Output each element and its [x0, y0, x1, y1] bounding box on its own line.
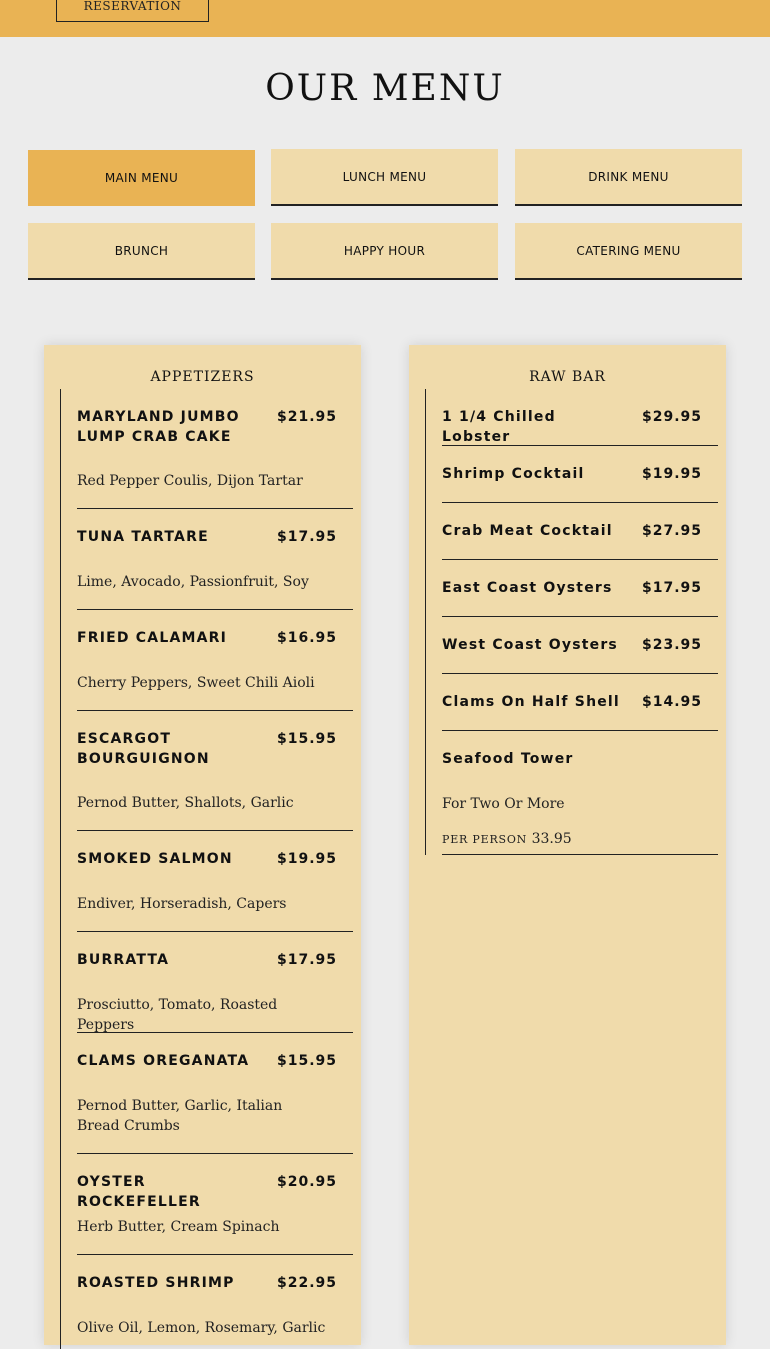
- item-name: East Coast Oysters: [442, 580, 613, 596]
- item-price: $29.95: [641, 409, 702, 425]
- item-name: Seafood Tower: [442, 751, 574, 767]
- item-price: $15.95: [276, 1053, 337, 1069]
- tab-brunch[interactable]: BRUNCH: [28, 223, 255, 280]
- item-price: $14.95: [641, 694, 702, 710]
- menu-item: [77, 628, 353, 711]
- item-price: $21.95: [276, 409, 337, 425]
- item-price: $17.95: [276, 529, 337, 545]
- item-price: $20.95: [276, 1174, 337, 1190]
- item-name: West Coast Oysters: [442, 637, 618, 653]
- item-description: Cherry Peppers, Sweet Chili Aioli: [77, 675, 315, 691]
- item-description: Pernod Butter, Garlic, Italian Bread Crumbs: [77, 1098, 283, 1134]
- item-name: Shrimp Cocktail: [442, 466, 585, 482]
- menu-item: [77, 407, 353, 509]
- item-price: $17.95: [641, 580, 702, 596]
- menu-item: [442, 521, 718, 560]
- item-description: Pernod Butter, Shallots, Garlic: [77, 795, 294, 811]
- menu-item: [77, 527, 353, 610]
- item-name: TUNA TARTARE: [77, 529, 209, 545]
- tab-happy-hour[interactable]: HAPPY HOUR: [271, 223, 498, 280]
- item-name: Clams On Half Shell: [442, 694, 620, 710]
- per-person-label: PER PERSON: [442, 833, 528, 846]
- item-description: Endiver, Horseradish, Capers: [77, 896, 287, 912]
- item-price: $22.95: [276, 1275, 337, 1291]
- menu-item: [77, 729, 353, 831]
- menu-item: [77, 1273, 353, 1336]
- appetizers-divider-line: [60, 389, 61, 1349]
- menu-item: [77, 1051, 353, 1154]
- menu-item: [442, 407, 718, 446]
- item-name: SMOKED SALMON: [77, 851, 233, 867]
- item-description: For Two Or More: [442, 796, 565, 812]
- menu-item: [442, 692, 718, 731]
- per-person-price: [442, 831, 572, 847]
- item-description: Lime, Avocado, Passionfruit, Soy: [77, 574, 309, 590]
- menu-item: [442, 635, 718, 674]
- item-name: FRIED CALAMARI: [77, 630, 228, 646]
- item-price: $16.95: [276, 630, 337, 646]
- tab-catering-menu[interactable]: CATERING MENU: [515, 223, 742, 280]
- menu-item: [442, 749, 718, 855]
- item-name: 1 1/4 Chilled Lobster: [442, 409, 556, 445]
- page-title: OUR MENU: [265, 68, 505, 109]
- tab-drink-menu[interactable]: DRINK MENU: [515, 149, 742, 206]
- appetizers-panel: [44, 345, 361, 1345]
- reservation-button[interactable]: RESERVATION: [56, 0, 209, 22]
- raw-bar-divider-line: [425, 389, 426, 855]
- item-description: Red Pepper Coulis, Dijon Tartar: [77, 473, 303, 489]
- item-name: ROASTED SHRIMP: [77, 1275, 235, 1291]
- item-price: $15.95: [276, 731, 337, 747]
- appetizers-title: APPETIZERS: [150, 369, 255, 385]
- per-person-amount: 33.95: [531, 831, 572, 847]
- item-name: ESCARGOT BOURGUIGNON: [77, 731, 210, 767]
- menu-item: [442, 464, 718, 503]
- item-name: CLAMS OREGANATA: [77, 1053, 250, 1069]
- item-name: BURRATTA: [77, 952, 170, 968]
- menu-item: [77, 849, 353, 932]
- item-description: Olive Oil, Lemon, Rosemary, Garlic: [77, 1320, 326, 1336]
- menu-item: [442, 578, 718, 617]
- raw-bar-title: RAW BAR: [529, 369, 606, 385]
- item-description: Herb Butter, Cream Spinach: [77, 1219, 280, 1235]
- item-price: $19.95: [641, 466, 702, 482]
- menu-item: [77, 950, 353, 1033]
- menu-item: [77, 1172, 353, 1255]
- raw-bar-panel: [409, 345, 726, 1345]
- item-name: Crab Meat Cocktail: [442, 523, 613, 539]
- item-description: Prosciutto, Tomato, Roasted Peppers: [77, 997, 278, 1033]
- item-name: OYSTER ROCKEFELLER: [77, 1174, 201, 1210]
- item-price: $23.95: [641, 637, 702, 653]
- item-price: $19.95: [276, 851, 337, 867]
- item-price: $27.95: [641, 523, 702, 539]
- tab-main-menu[interactable]: MAIN MENU: [28, 150, 255, 206]
- tab-lunch-menu[interactable]: LUNCH MENU: [271, 149, 498, 206]
- item-price: $17.95: [276, 952, 337, 968]
- top-bar: [0, 0, 770, 37]
- item-name: MARYLAND JUMBO LUMP CRAB CAKE: [77, 409, 240, 445]
